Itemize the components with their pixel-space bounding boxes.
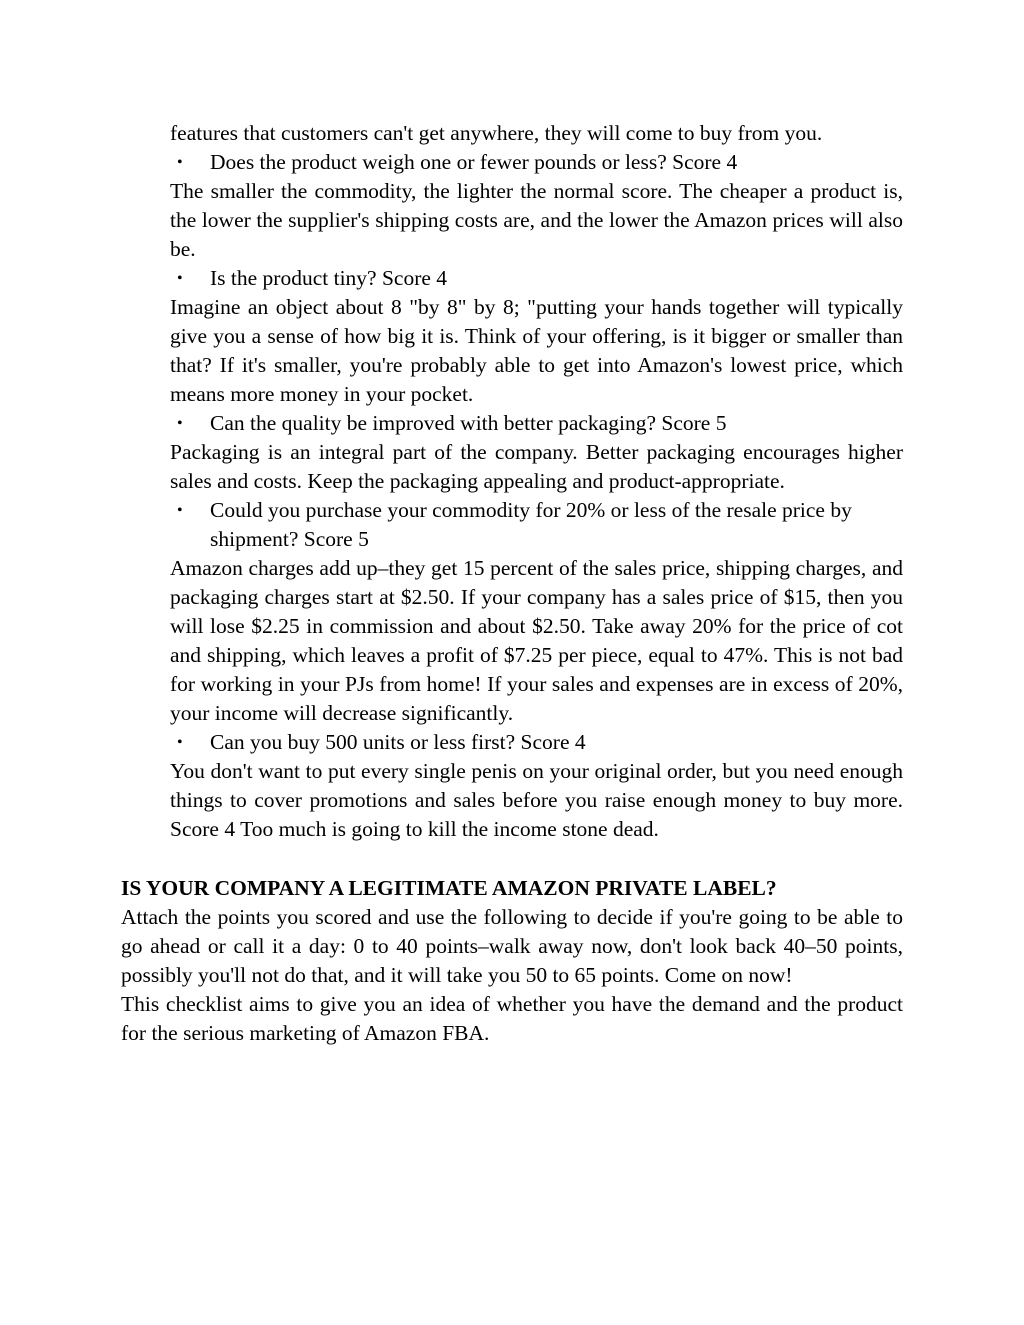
section-heading: IS YOUR COMPANY A LEGITIMATE AMAZON PRIVATE LABEL? [121,876,777,900]
list-item-500-units [177,728,903,757]
paragraph-packaging: Packaging is an integral part of the company. Better packaging encourages higher sales and costs. Keep the packaging appealing and product-appropriate. [170,440,903,493]
list-item-text: Could you purchase your commodity for 20% or less of the resale price by shipment? Score 5 [210,498,852,551]
list-item-text: Can you buy 500 units or less first? Score 4 [210,730,586,754]
bullet-icon: • [177,270,183,287]
list-item-purchase-price [177,496,903,554]
paragraph-amazon-charges: Amazon charges add up–they get 15 percent of the sales price, shipping charges, and packaging charges start at $2.50. If your company has a sales price of $15, then you will lose $2.25 in commission and about $2.50. Take away 20% for the price of cot and shipping, which leaves a profit of $7.25 per piece, equal to 47%. This is not bad for working in your PJs from home! If your sales and expenses are in excess of 20%, your income will decrease significantly. [170,556,903,725]
list-item-text: Can the quality be improved with better packaging? Score 5 [210,411,727,435]
list-item-packaging [177,409,903,438]
paragraph-features: features that customers can't get anywhere, they will come to buy from you. [170,121,823,145]
paragraph-imagine-object: Imagine an object about 8 "by 8" by 8; "putting your hands together will typically give you a sense of how big it is. Think of your offering, is it bigger or smaller than that? If it's smaller, you're probably able to get into Amazon's lowest price, which means more money in your pocket. [170,295,903,406]
list-item-text: Does the product weigh one or fewer pounds or less? Score 4 [210,150,738,174]
list-item-text: Is the product tiny? Score 4 [210,266,448,290]
paragraph-attach-points: Attach the points you scored and use the following to decide if you're going to be able to go ahead or call it a day: 0 to 40 points–walk away now, don't look back 40–50 points, possibly you'll not do that, and it will take you 50 to 65 points. Come on now! [121,905,903,987]
paragraph-smaller-commodity: The smaller the commodity, the lighter the normal score. The cheaper a product is, the lower the supplier's shipping costs are, and the lower the Amazon prices will also be. [170,179,903,261]
paragraph-checklist: This checklist aims to give you an idea of whether you have the demand and the product for the serious marketing of Amazon FBA. [121,992,903,1045]
bullet-icon: • [177,415,183,432]
list-item-weight [177,148,903,177]
bullet-icon: • [177,734,183,751]
document-page [0,119,1024,1048]
paragraph-original-order: You don't want to put every single penis on your original order, but you need enough things to cover promotions and sales before you raise enough money to buy more. Score 4 Too much is going to kill the income stone dead. [170,759,903,841]
list-item-tiny [177,264,903,293]
bullet-icon: • [177,154,183,171]
bullet-icon: • [177,502,183,519]
